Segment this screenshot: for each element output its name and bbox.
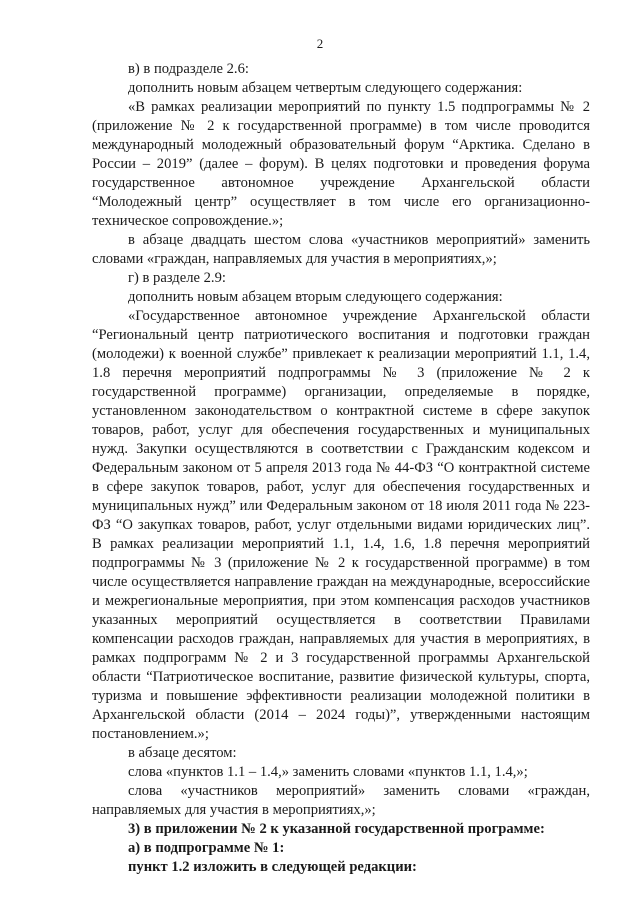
paragraph-3: «В рамках реализации мероприятий по пункту 1.5 подпрограммы № 2 (приложение № 2 к государственной программе) в том числе проводится международный молодежный образовательный форум “Арктика. Сделано в России – 2019” (далее – форум). В целях подготовки и проведения форума государственное автономное учреждение Архангельской области “Молодежный центр” осуществляет в том числе его организационно-техническое сопровождение.»;: [92, 99, 590, 229]
document-body: [92, 60, 590, 877]
paragraph-11: 3) в приложении № 2 к указанной государственной программе:: [128, 821, 545, 837]
paragraph-4: в абзаце двадцать шестом слова «участников мероприятий» заменить словами «граждан, направляемых для участия в мероприятиях,»;: [92, 232, 590, 267]
paragraph-12: а) в подпрограмме № 1:: [128, 840, 285, 856]
paragraph-9: слова «пунктов 1.1 – 1.4,» заменить словами «пунктов 1.1, 1.4,»;: [128, 764, 528, 780]
paragraph-6: дополнить новым абзацем вторым следующего содержания:: [128, 289, 503, 305]
page-number: 2: [316, 36, 324, 51]
paragraph-10: слова «участников мероприятий» заменить словами «граждан, направляемых для участия в мероприятиях,»;: [92, 783, 590, 818]
paragraph-8: в абзаце десятом:: [128, 745, 237, 761]
paragraph-2: дополнить новым абзацем четвертым следующего содержания:: [128, 80, 523, 96]
paragraph-13: пункт 1.2 изложить в следующей редакции:: [128, 859, 417, 875]
paragraph-1: в) в подразделе 2.6:: [128, 61, 249, 77]
paragraph-7: «Государственное автономное учреждение Архангельской области “Региональный центр патриотического воспитания и подготовки граждан (молодежи) к военной службе” привлекает к реализации мероприятий 1.1, 1.4, 1.8 перечня мероприятий подпрограммы № 3 (приложение № 2 к государственной программе) организации, определяемые в порядке, установленном законодательством о контрактной системе в сфере закупок товаров, работ, услуг для обеспечения государственных и муниципальных нужд. Закупки осуществляются в соответствии с Гражданским кодексом и Федеральным законом от 5 апреля 2013 года № 44-ФЗ “О контрактной системе в сфере закупок товаров, работ, услуг для обеспечения государственных и муниципальных нужд” или Федеральным законом от 18 июля 2011 года № 223-ФЗ “О закупках товаров, работ, услуг отдельными видами юридических лиц”. В рамках реализации мероприятий 1.1, 1.4, 1.6, 1.8 перечня мероприятий подпрограммы № 3 (приложение № 2 к государственной программе) в том числе осуществляется направление граждан на международные, всероссийские и межрегиональные мероприятия, при этом компенсация расходов участников указанных мероприятий осуществляется в соответствии Правилами компенсации расходов граждан, направляемых для участия в мероприятиях, в рамках подпрограмм № 2 и 3 государственной программы Архангельской области “Патриотическое воспитание, развитие физической культуры, спорта, туризма и повышение эффективности реализации молодежной политики в Архангельской области (2014 – 2024 годы)”, утвержденными настоящим постановлением.»;: [92, 308, 590, 742]
paragraph-5: г) в разделе 2.9:: [128, 270, 226, 286]
